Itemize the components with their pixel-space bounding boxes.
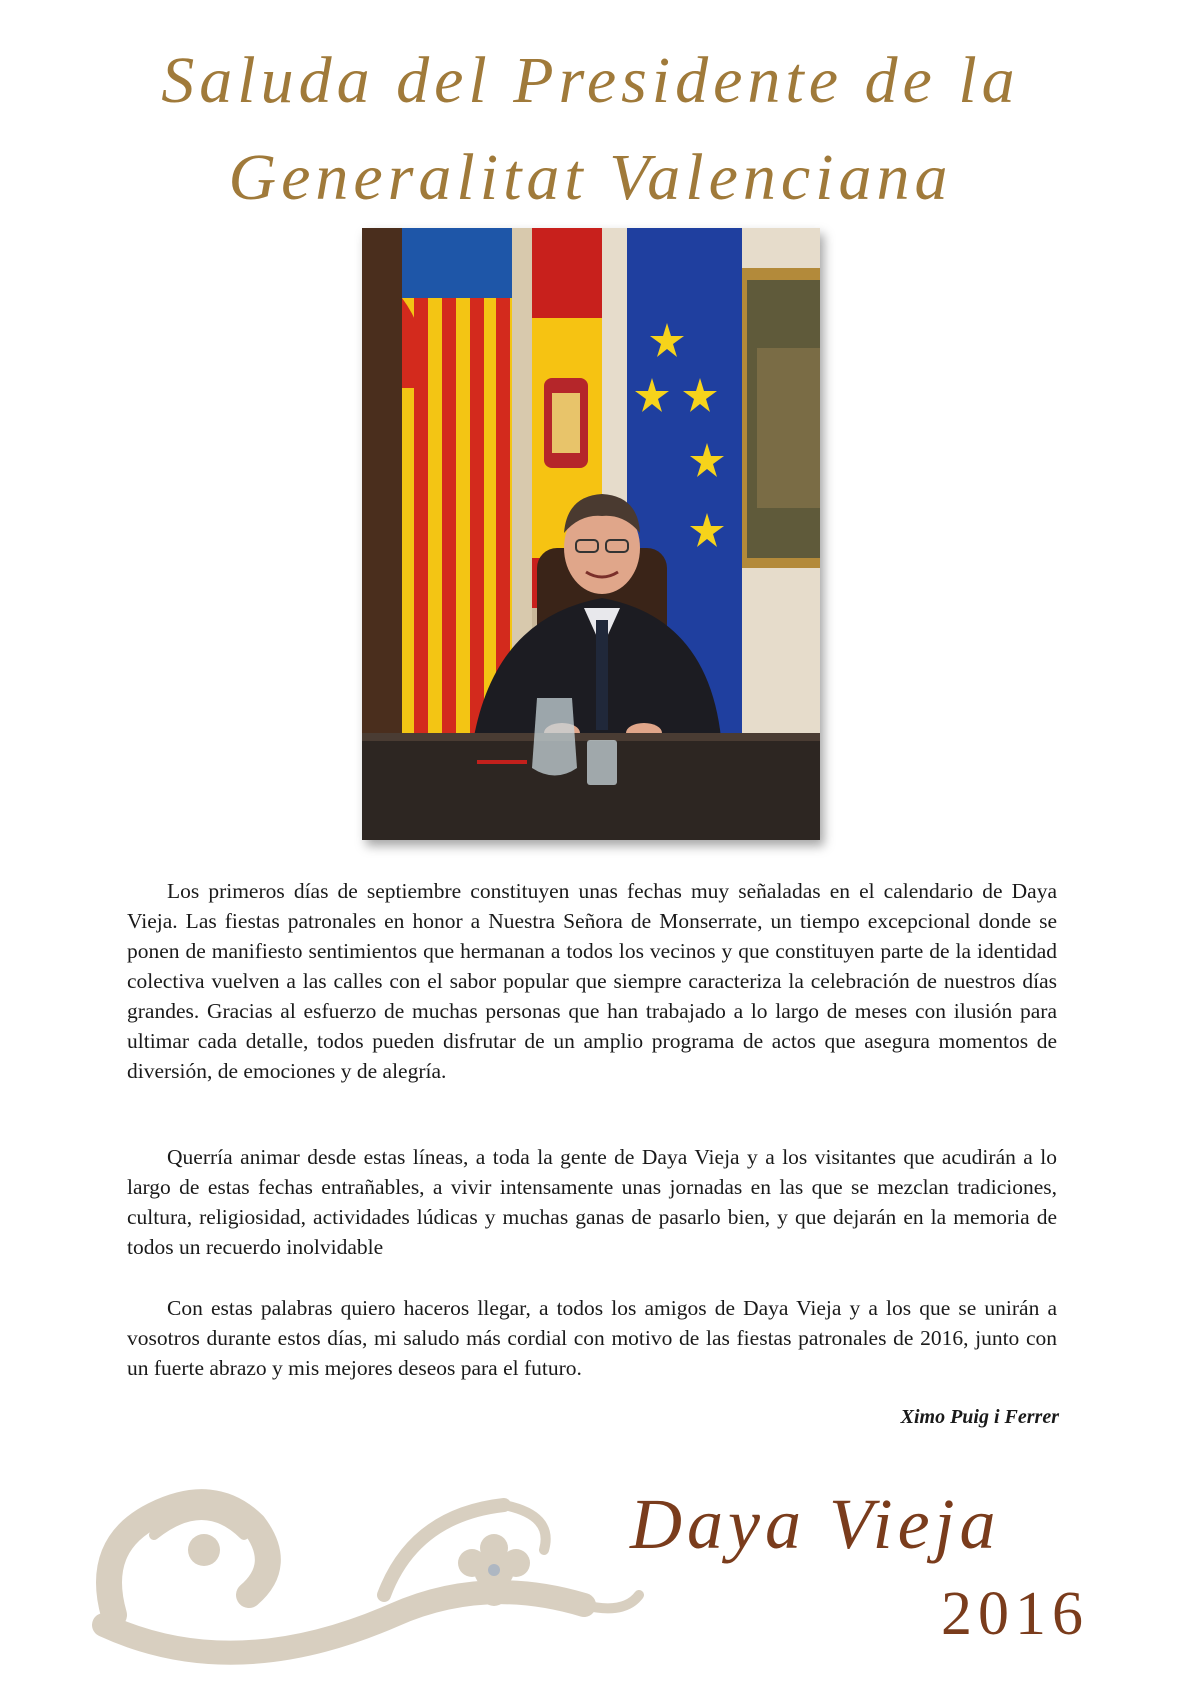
lace-ornament-icon — [84, 1455, 644, 1677]
author-signature: Ximo Puig i Ferrer — [900, 1406, 1059, 1428]
page-title-line-1: Saluda del Presidente de la — [161, 44, 1020, 117]
portrait-photo-icon — [362, 228, 820, 840]
footer-brand: Daya Vieja — [630, 1484, 1001, 1564]
page-title-line-2: Generalitat Valenciana — [228, 141, 953, 214]
body-paragraph-2: Querría animar desde estas líneas, a toda la gente de Daya Vieja y a los visitantes que acudirán a lo largo de estas fechas entrañables, a vivir intensamente unas jornadas en las que se mezclan tradiciones, cultura, religiosidad, actividades lúdicas y muchas ganas de pasarlo bien, y que dejarán en la memoria de todos un recuerdo inolvidable — [127, 1145, 1057, 1259]
body-paragraph-3: Con estas palabras quiero haceros llegar, a todos los amigos de Daya Vieja y a los que se unirán a vosotros durante estos días, mi saludo más cordial con motivo de las fiestas patronales de 2016, junto con un fuerte abrazo y mis mejores deseos para el futuro. — [127, 1296, 1057, 1380]
footer-year: 2016 — [941, 1580, 1089, 1648]
body-paragraph-1: Los primeros días de septiembre constituyen unas fechas muy señaladas en el calendario de Daya Vieja. Las fiestas patronales en honor a Nuestra Señora de Monserrate, un tiempo excepcional donde se ponen de manifiesto sentimientos que hermanan a todos los vecinos y que constituyen parte de la identidad colectiva vuelven a las calles con el sabor popular que siempre caracteriza la celebración de nuestros días grandes. Gracias al esfuerzo de muchas personas que han trabajado a lo largo de meses con ilusión para ultimar cada detalle, todos pueden disfrutar de un amplio programa de actos que asegura momentos de diversión, de emociones y de alegría. — [127, 879, 1057, 1083]
president-portrait-photo — [362, 228, 820, 840]
